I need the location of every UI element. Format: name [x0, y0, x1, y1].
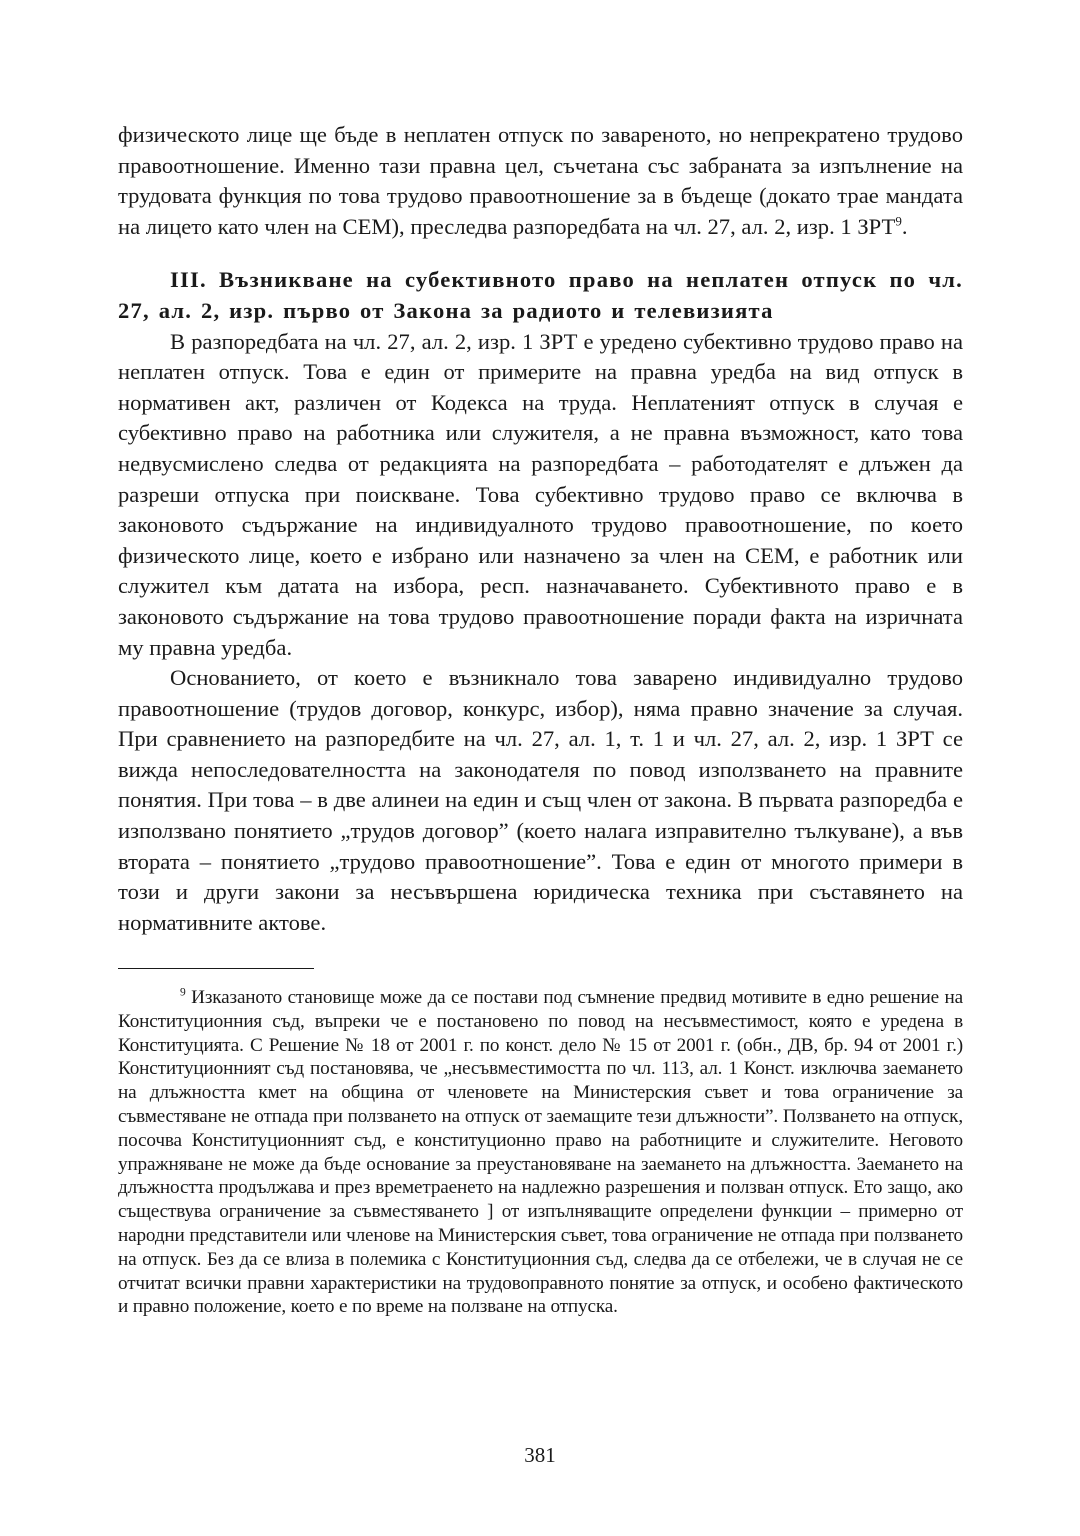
footnote-marker: 9	[180, 986, 186, 999]
footnote-text: Изказаното становище може да се постави под съмнение предвид мотивите в едно решение на Конституционния съд, въпреки че е постановено по повод на несъвместимост, която е уредена в Конституцията. С Решение № 18 от 2001 г. по конст. дело № 15 от 2001 г. (обн., ДВ, бр. 94 от 2001 г.) Конституционният съд постановява, че „несъвместимостта по чл. 113, ал. 1 Конст. изключва заемането на длъжността кмет на община от членовете на Министерския съвет и това ограничение за съвместяване не отпада при ползването на отпуск от заемащите тези длъжности”. Ползването на отпуск, посочва Конституционният съд, е конституционно право на работниците и служителите. Неговото упражняване не може да бъде основание за преустановяване на заемането на длъжността. Заемането на длъжността продължава и през времетраенето на надлежно разрешения и ползван отпуск. Ето защо, ако съществува ограничение за съвместяването ] от изпълняващите определени функции – примерно от народни представители или членове на Министерския съвет, това ограничение не отпада при ползването на отпуск. Без да се влиза в полемика с Конституционния съд, следва да се отбележи, че в случая не се отчитат всички правни характеристики на трудовоправното понятие за отпуск, и особено фактическото и правно положение, което е по време на ползване на отпуска.	[118, 987, 963, 1318]
paragraph-continuation	[118, 120, 963, 242]
section-heading: III. Възникване на субективното право на неплатен отпуск по чл. 27, ал. 2, изр. първо от Закона за радиото и телевизията	[118, 267, 963, 323]
paragraph-subjective-right: В разпоредбата на чл. 27, ал. 2, изр. 1 ЗРТ е уредено субективно трудово право на неплатен отпуск. Това е един от примерите на правна уредба на вид отпуск в нормативен акт, различен от Кодекса на труда. Неплатеният отпуск в случая е субективно право на работника или служителя, а не правна възможност, като това недвусмислено следва от редакцията на разпоредбата – работодателят е длъжен да разреши отпуска при поискване. Това субективно трудово право се включва в законовото съдържание на индивидуалното трудово правоотношение, по което физическото лице, което е избрано или назначено за член на СЕМ, е работник или служител към датата на избора, респ. назначаването. Субективното право е в законовото съдържание на това трудово правоотношение поради факта на изричната му правна уредба.	[118, 328, 963, 660]
footnote-separator	[118, 968, 314, 969]
page-body	[118, 120, 963, 938]
footnote	[118, 986, 963, 1319]
paragraph-continuation-text: физическото лице ще бъде в неплатен отпуск по завареното, но непрекратено трудово правоотношение. Именно тази правна цел, съчетана със забраната за изпълнение на трудовата функция по това трудово правоотношение за в бъдеще (докато трае мандата на лицето като член на СЕМ), преследва разпоредбата на чл. 27, ал. 2, изр. 1 ЗРТ	[118, 122, 963, 239]
paragraph-legal-basis: Основанието, от което е възникнало това заварено индивидуално трудово правоотношение (трудов договор, конкурс, избор), няма правно значение за случая. При сравнението на разпоредбите на чл. 27, ал. 1, т. 1 и чл. 27, ал. 2, изр. 1 ЗРТ се вижда непоследователността на законодателя по повод използването на правните понятия. При това – в две алинеи на един и същ член от закона. В първата разпоредба е използвано понятието „трудов договор” (което налага изправително тълкуване), а във втората – понятието „трудово правоотношение”. Това е един от многото примери в този и други закони за несъвършена юридическа техника при съставянето на нормативните актове.	[118, 665, 963, 935]
paragraph-continuation-tail: .	[901, 213, 908, 239]
page-number: 381	[524, 1443, 556, 1467]
footnote-reference: 9	[895, 213, 902, 229]
